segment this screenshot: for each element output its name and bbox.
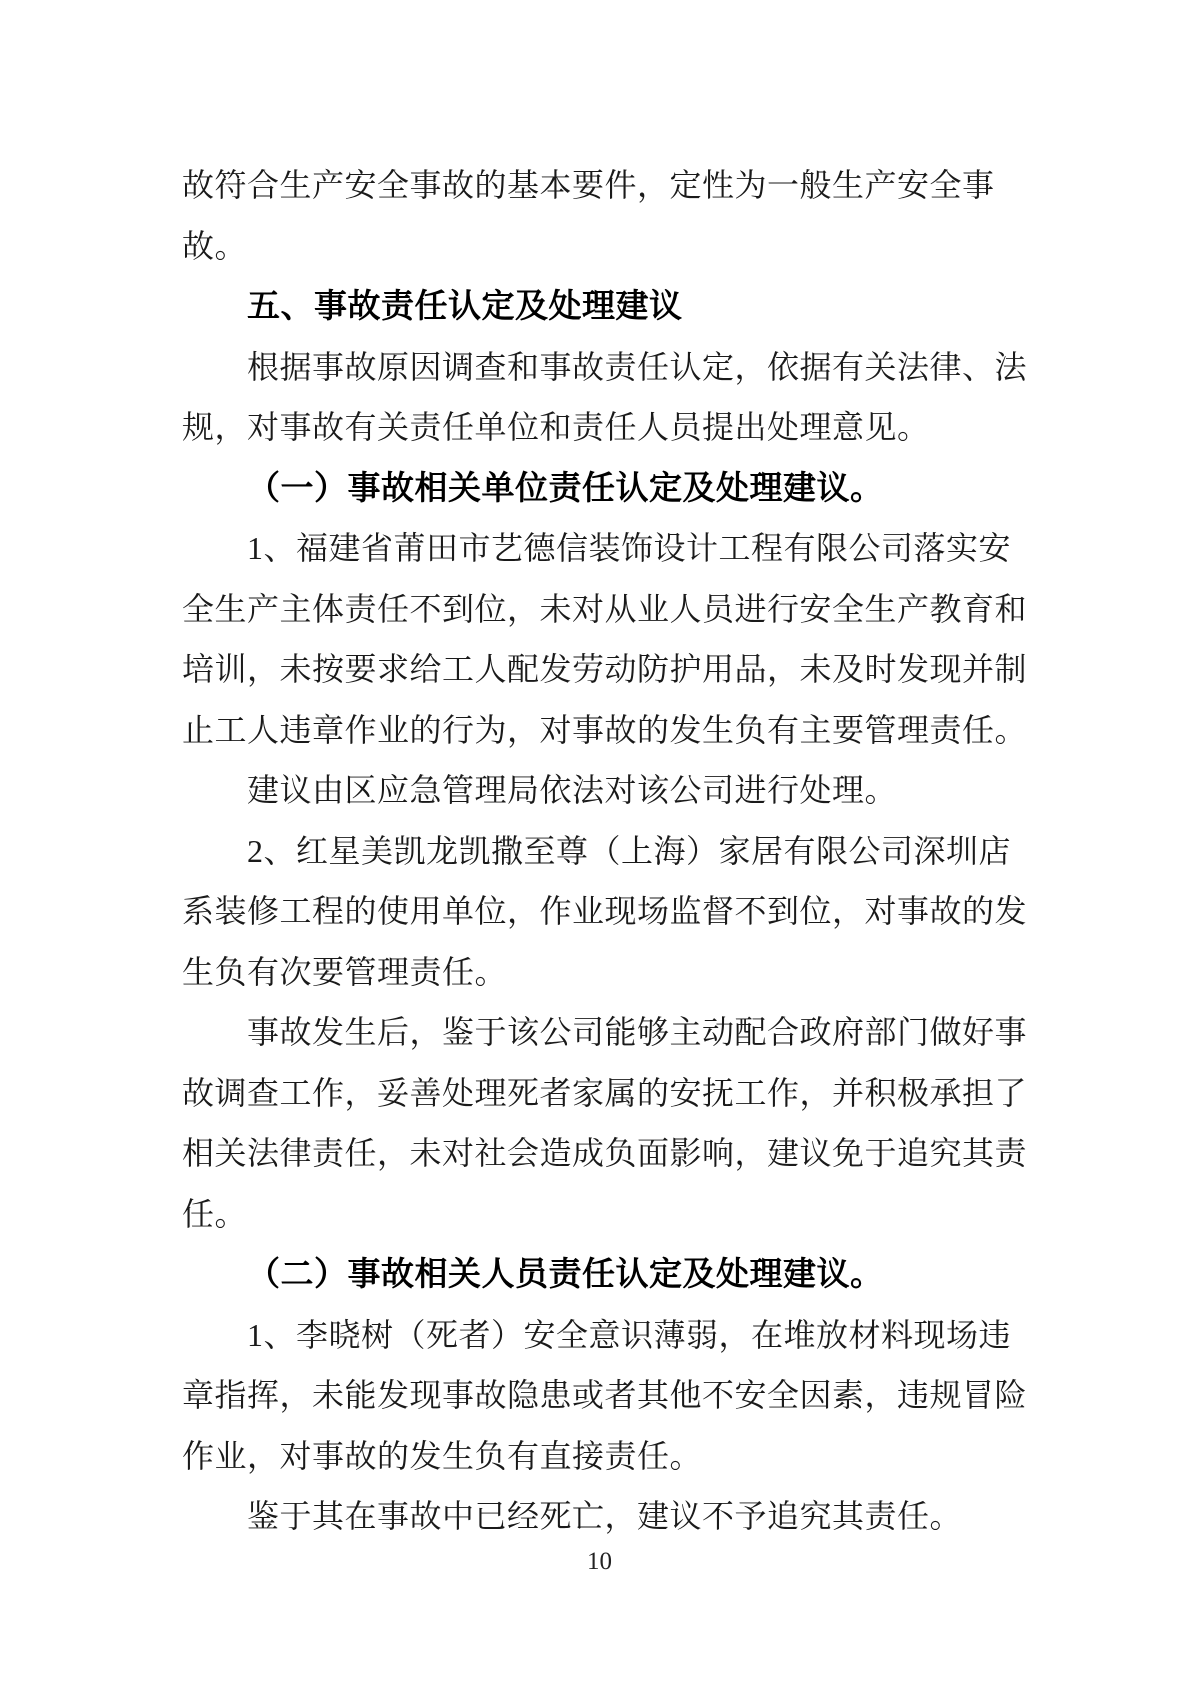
text-line: 故符合生产安全事故的基本要件，定性为一般生产安全事 [182, 167, 995, 203]
text-line: 生负有次要管理责任。 [182, 953, 508, 990]
text-line: 全生产主体责任不到位，未对从业人员进行安全生产教育和 [182, 590, 1028, 627]
text-line: 相关法律责任，未对社会造成负面影响，建议免于追究其责 [182, 1135, 1028, 1171]
document-body [182, 155, 1027, 1547]
text-line: 故。 [182, 227, 248, 264]
text-line: 培训，未按要求给工人配发劳动防护用品，未及时发现并制 [182, 651, 1028, 687]
text-line: 章指挥，未能发现事故隐患或者其他不安全因素，违规冒险 [182, 1377, 1028, 1413]
text-line: 事故发生后，鉴于该公司能够主动配合政府部门做好事 [247, 1014, 1028, 1050]
text-line: 系装修工程的使用单位，作业现场监督不到位，对事故的发 [182, 893, 1028, 929]
text-line: 止工人违章作业的行为，对事故的发生负有主要管理责任。 [182, 711, 1028, 748]
text-line: 2、红星美凯龙凯撒至尊（上海）家居有限公司深圳店 [247, 832, 1012, 869]
page-number: 10 [587, 1548, 612, 1575]
text-line: 作业，对事故的发生负有直接责任。 [182, 1437, 703, 1474]
text-line: 1、李晓树（死者）安全意识薄弱，在堆放材料现场违 [247, 1316, 1012, 1353]
text-line: 规，对事故有关责任单位和责任人员提出处理意见。 [182, 409, 930, 445]
text-line: 建议由区应急管理局依法对该公司进行处理。 [247, 772, 898, 808]
heading-line: （二）事故相关人员责任认定及处理建议。 [247, 1255, 884, 1292]
text-line: 根据事故原因调查和事故责任认定，依据有关法律、法 [247, 348, 1028, 385]
text-line: 故调查工作，妥善处理死者家属的安抚工作，并积极承担了 [182, 1074, 1028, 1111]
heading-line: （一）事故相关单位责任认定及处理建议。 [247, 468, 884, 506]
heading-line: 五、事故责任认定及处理建议 [247, 287, 683, 324]
text-line: 任。 [182, 1195, 248, 1232]
text-line: 鉴于其在事故中已经死亡，建议不予追究其责任。 [247, 1498, 963, 1534]
text-line: 1、福建省莆田市艺德信装饰设计工程有限公司落实安 [247, 530, 1012, 566]
